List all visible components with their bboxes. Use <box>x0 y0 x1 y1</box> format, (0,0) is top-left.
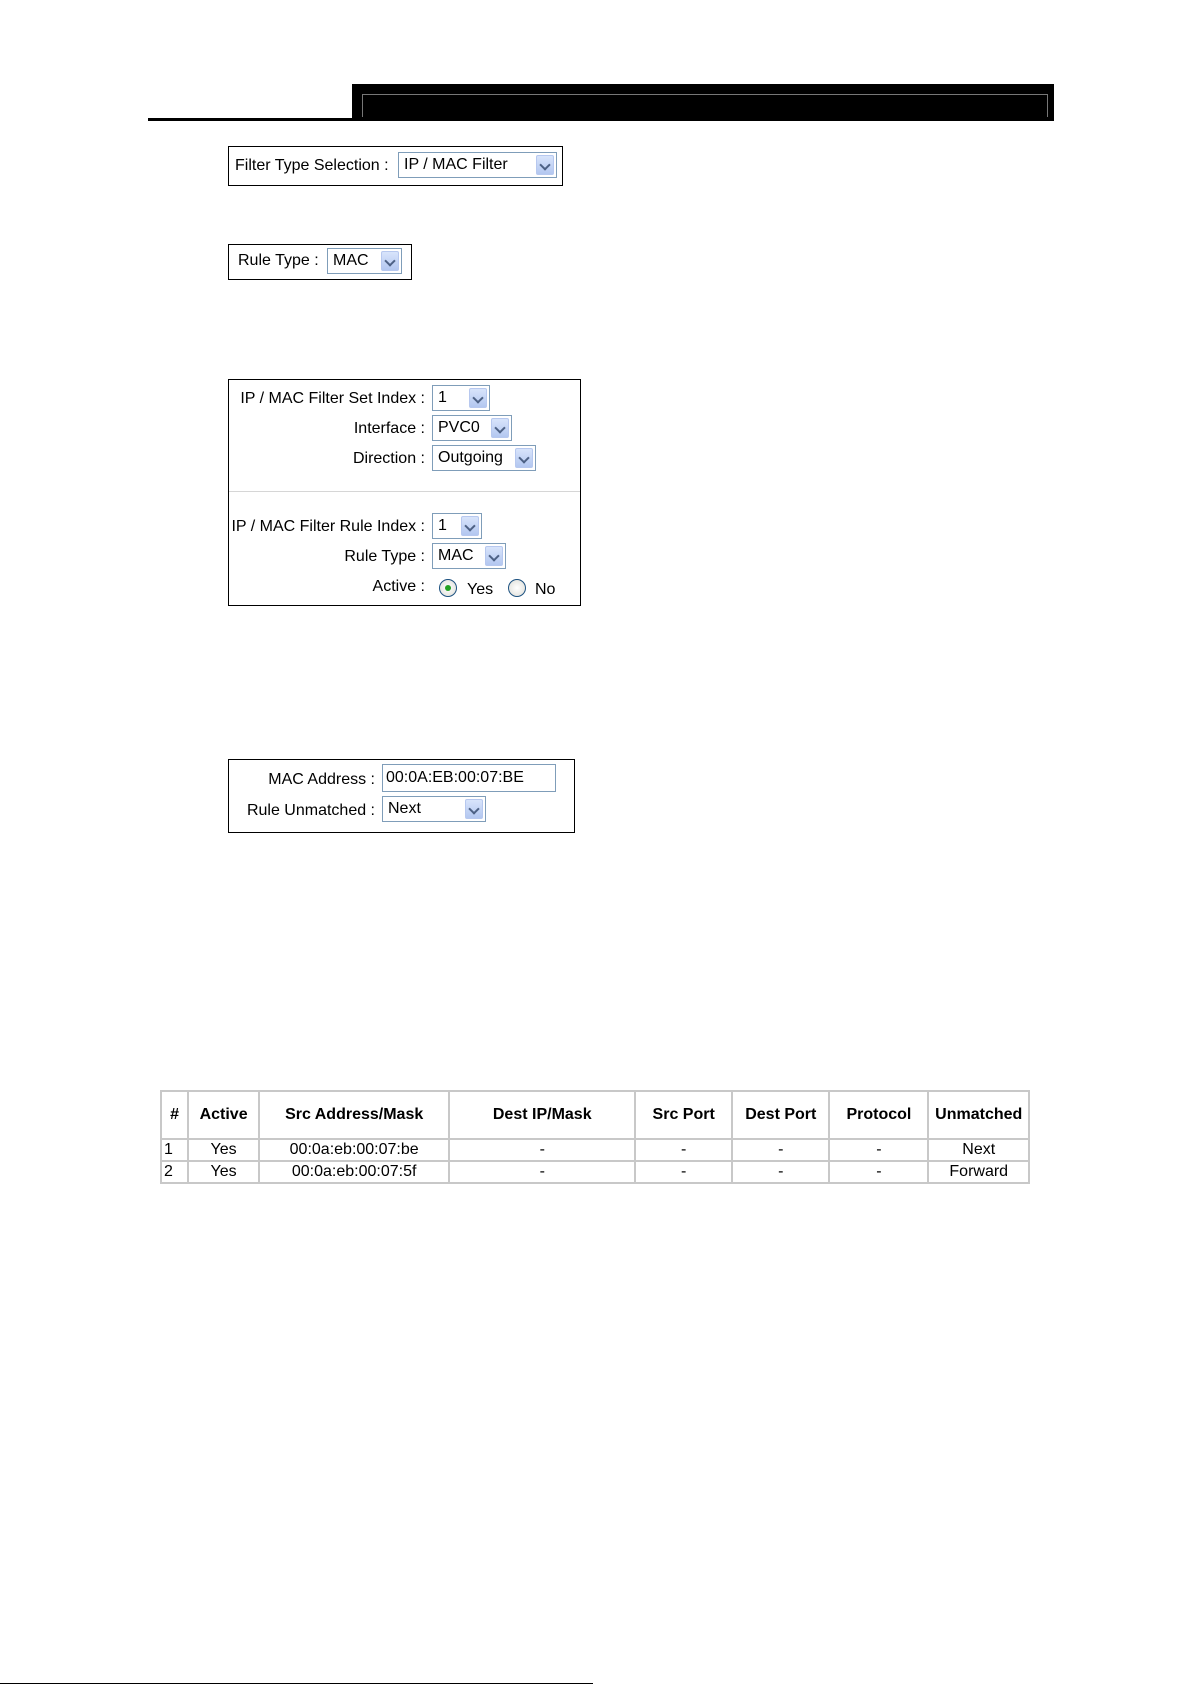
chevron-down-icon[interactable] <box>381 251 399 271</box>
chevron-down-icon[interactable] <box>461 516 479 536</box>
filter-rules-table <box>160 1090 1030 1184</box>
active-yes-label: Yes <box>467 581 494 598</box>
table-header-row <box>161 1091 1029 1139</box>
interface-value: PVC0 <box>438 419 480 436</box>
rule-index-label: IP / MAC Filter Rule Index : <box>231 518 425 535</box>
panel-rule-type-value: MAC <box>438 547 474 564</box>
cell-index: 1 <box>161 1139 188 1161</box>
chevron-down-icon[interactable] <box>536 155 554 175</box>
set-index-value: 1 <box>438 389 447 406</box>
cell-index: 2 <box>161 1161 188 1183</box>
cell-protocol: - <box>829 1161 928 1183</box>
rule-index-value: 1 <box>438 517 447 534</box>
rule-index-select[interactable] <box>432 513 482 539</box>
panel-rule-type-label: Rule Type : <box>344 548 425 565</box>
table-row <box>161 1161 1029 1183</box>
chevron-down-icon[interactable] <box>469 388 487 408</box>
rule-unmatched-value: Next <box>388 800 421 817</box>
active-no-radio[interactable] <box>508 579 526 597</box>
col-active-header: Active <box>188 1091 259 1139</box>
footer-rule <box>0 1683 593 1684</box>
set-index-label: IP / MAC Filter Set Index : <box>240 390 425 407</box>
chevron-down-icon[interactable] <box>465 799 483 819</box>
col-dest-ip-header: Dest IP/Mask <box>449 1091 635 1139</box>
header-rule <box>148 118 1054 121</box>
cell-dest-port: - <box>732 1139 829 1161</box>
direction-value: Outgoing <box>438 449 503 466</box>
filter-type-value: IP / MAC Filter <box>404 156 508 173</box>
col-src-address-header: Src Address/Mask <box>259 1091 449 1139</box>
rule-type-label: Rule Type : <box>238 252 319 269</box>
cell-src-address: 00:0a:eb:00:07:5f <box>259 1161 449 1183</box>
interface-label: Interface : <box>353 420 425 437</box>
mac-address-label: MAC Address : <box>268 771 375 788</box>
cell-dest-ip: - <box>449 1139 635 1161</box>
col-index-header: # <box>161 1091 188 1139</box>
direction-select[interactable] <box>432 445 536 471</box>
cell-src-port: - <box>635 1139 732 1161</box>
table-row <box>161 1139 1029 1161</box>
cell-unmatched: Forward <box>928 1161 1029 1183</box>
direction-label: Direction : <box>352 450 425 467</box>
rule-type-panel <box>228 244 412 280</box>
rule-type-value: MAC <box>333 252 369 269</box>
col-src-port-header: Src Port <box>635 1091 732 1139</box>
cell-dest-ip: - <box>449 1161 635 1183</box>
mac-address-input[interactable] <box>382 764 556 792</box>
col-unmatched-header: Unmatched <box>928 1091 1029 1139</box>
rule-type-select[interactable] <box>327 248 402 274</box>
cell-unmatched: Next <box>928 1139 1029 1161</box>
col-protocol-header: Protocol <box>829 1091 928 1139</box>
rule-unmatched-select[interactable] <box>382 796 486 822</box>
set-index-select[interactable] <box>432 385 490 411</box>
cell-dest-port: - <box>732 1161 829 1183</box>
rule-unmatched-label: Rule Unmatched : <box>246 802 375 819</box>
cell-active: Yes <box>188 1161 259 1183</box>
interface-select[interactable] <box>432 415 512 441</box>
cell-protocol: - <box>829 1139 928 1161</box>
active-yes-radio[interactable] <box>439 579 457 597</box>
mac-address-panel <box>228 759 575 833</box>
filter-type-label: Filter Type Selection : <box>235 157 389 174</box>
col-dest-port-header: Dest Port <box>732 1091 829 1139</box>
chevron-down-icon[interactable] <box>485 546 503 566</box>
cell-active: Yes <box>188 1139 259 1161</box>
cell-src-address: 00:0a:eb:00:07:be <box>259 1139 449 1161</box>
filter-type-panel <box>228 146 563 186</box>
panel-divider <box>229 491 580 492</box>
chevron-down-icon[interactable] <box>515 448 533 468</box>
active-label: Active : <box>372 578 425 595</box>
cell-src-port: - <box>635 1161 732 1183</box>
active-no-label: No <box>535 581 556 598</box>
filter-type-select[interactable] <box>398 152 557 178</box>
filter-set-panel <box>228 379 581 606</box>
panel-rule-type-select[interactable] <box>432 543 506 569</box>
chevron-down-icon[interactable] <box>491 418 509 438</box>
header-bar-inner <box>362 94 1048 117</box>
